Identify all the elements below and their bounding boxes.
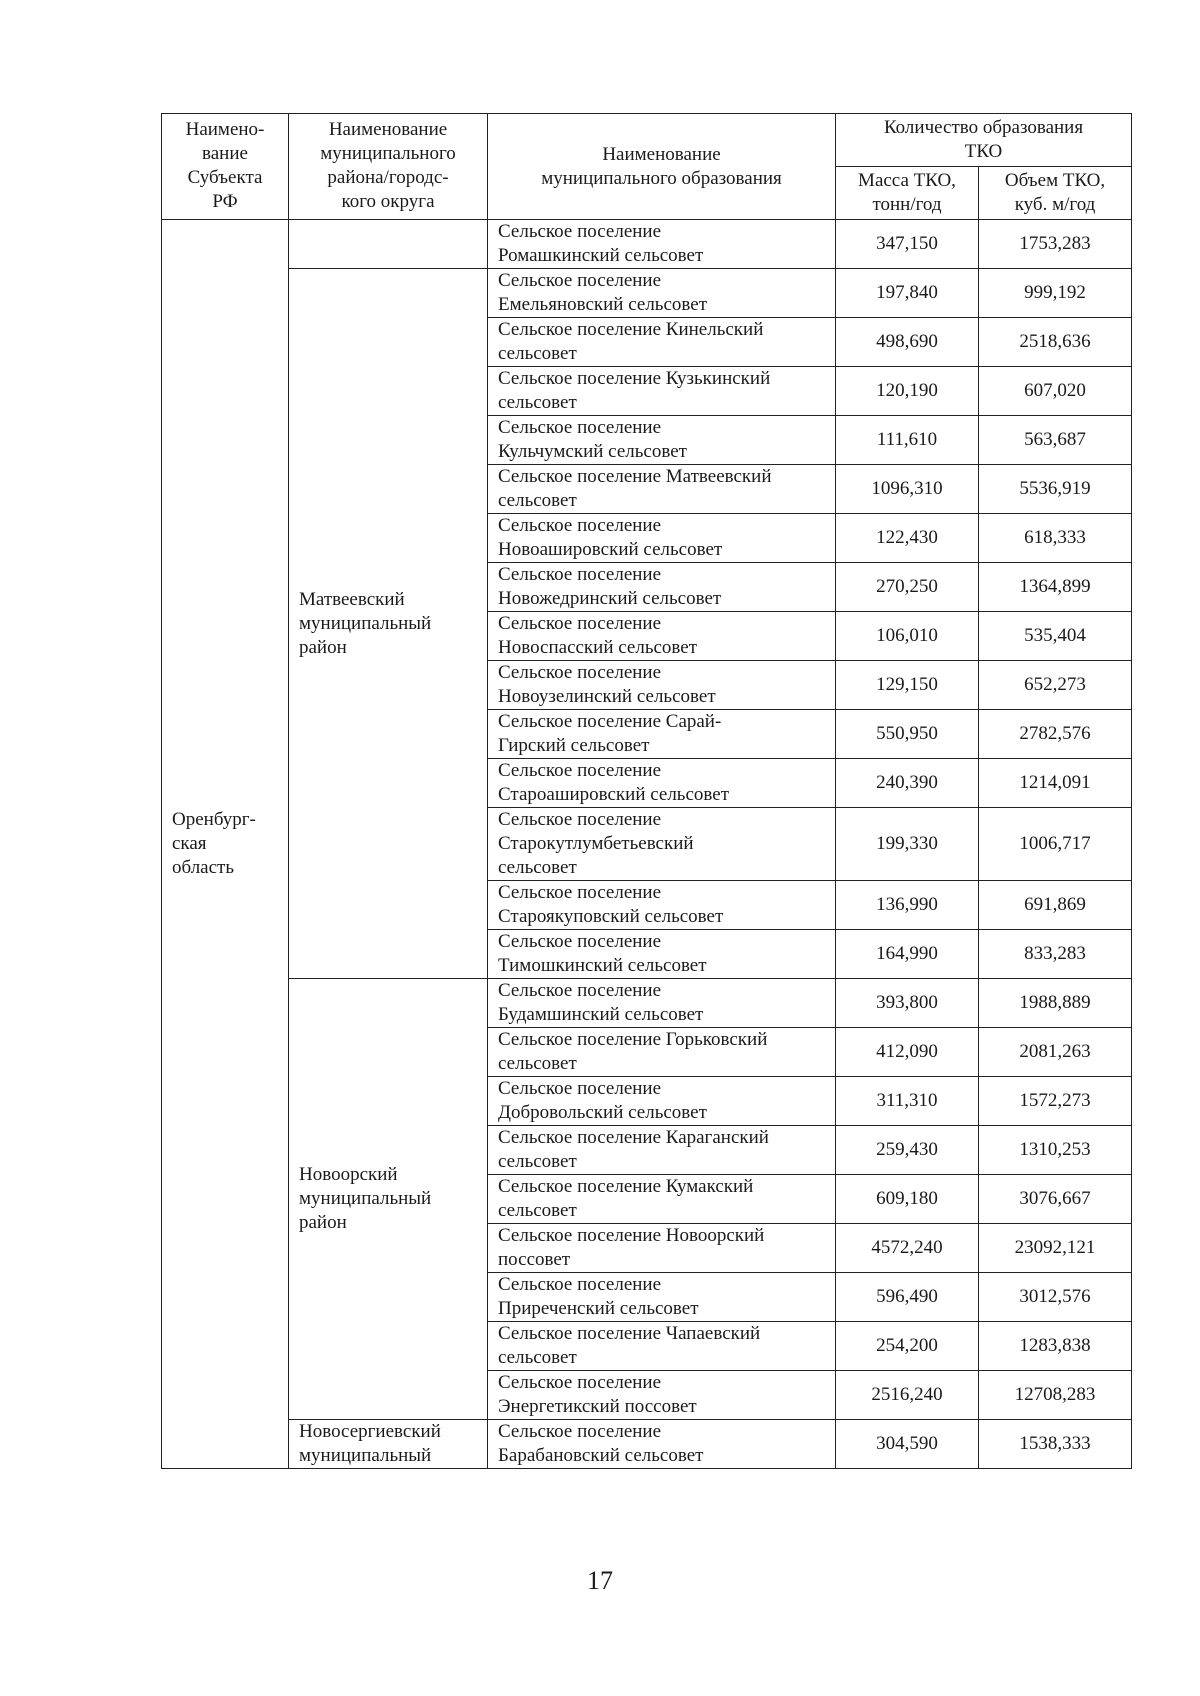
municipality-name: Сельское поселение Кумакский сельсовет [488,1175,836,1224]
header-district: Наименование муниципального района/городс- кого округа [289,114,488,220]
mass-value: 304,590 [836,1420,979,1469]
municipality-name: Сельское поселение Сарай- Гирский сельсовет [488,710,836,759]
volume-value: 618,333 [979,514,1132,563]
header-mass: Масса ТКО, тонн/год [836,167,979,220]
municipality-name: Сельское поселение Будамшинский сельсовет [488,979,836,1028]
district-name-cell [289,269,488,979]
mass-value: 106,010 [836,612,979,661]
mass-value: 2516,240 [836,1371,979,1420]
volume-value: 5536,919 [979,465,1132,514]
volume-value: 1283,838 [979,1322,1132,1371]
volume-value: 2518,636 [979,318,1132,367]
volume-value: 2081,263 [979,1028,1132,1077]
volume-value: 3076,667 [979,1175,1132,1224]
header-volume: Объем ТКО, куб. м/год [979,167,1132,220]
district-name-cell [289,1420,488,1469]
mass-value: 136,990 [836,881,979,930]
header-quantity: Количество образования ТКО [836,114,1132,167]
page-number: 17 [587,1566,613,1595]
volume-value: 23092,121 [979,1224,1132,1273]
municipality-name: Сельское поселение Кинельский сельсовет [488,318,836,367]
municipality-name: Сельское поселение Энергетикский поссовет [488,1371,836,1420]
table-row [162,979,1132,1028]
mass-value: 1096,310 [836,465,979,514]
volume-value: 1988,889 [979,979,1132,1028]
mass-value: 393,800 [836,979,979,1028]
municipality-name: Сельское поселение Приреченский сельсовет [488,1273,836,1322]
municipality-name: Сельское поселение Матвеевский сельсовет [488,465,836,514]
municipality-name: Сельское поселение Новоорский поссовет [488,1224,836,1273]
volume-value: 563,687 [979,416,1132,465]
volume-value: 1753,283 [979,220,1132,269]
volume-value: 1538,333 [979,1420,1132,1469]
table-row [162,220,1132,269]
mass-value: 4572,240 [836,1224,979,1273]
mass-value: 347,150 [836,220,979,269]
mass-value: 111,610 [836,416,979,465]
volume-value: 833,283 [979,930,1132,979]
mass-value: 412,090 [836,1028,979,1077]
municipality-name: Сельское поселение Тимошкинский сельсовет [488,930,836,979]
volume-value: 3012,576 [979,1273,1132,1322]
municipality-name: Сельское поселение Новоспасский сельсовет [488,612,836,661]
mass-value: 550,950 [836,710,979,759]
municipality-name: Сельское поселение Добровольский сельсовет [488,1077,836,1126]
mass-value: 498,690 [836,318,979,367]
volume-value: 1310,253 [979,1126,1132,1175]
mass-value: 270,250 [836,563,979,612]
municipality-name: Сельское поселение Горьковский сельсовет [488,1028,836,1077]
mass-value: 311,310 [836,1077,979,1126]
mass-value: 254,200 [836,1322,979,1371]
mass-value: 609,180 [836,1175,979,1224]
volume-value: 1214,091 [979,759,1132,808]
municipality-name: Сельское поселение Старокутлумбетьевский сельсовет [488,808,836,881]
mass-value: 164,990 [836,930,979,979]
municipality-name: Сельское поселение Кульчумский сельсовет [488,416,836,465]
mass-value: 122,430 [836,514,979,563]
mass-value: 199,330 [836,808,979,881]
volume-value: 691,869 [979,881,1132,930]
mass-value: 197,840 [836,269,979,318]
mass-value: 596,490 [836,1273,979,1322]
subject-name-cell [162,220,289,1469]
municipality-name: Сельское поселение Емельяновский сельсовет [488,269,836,318]
waste-table [161,113,1132,1469]
table-row [162,269,1132,318]
municipality-name: Сельское поселение Новоузелинский сельсовет [488,661,836,710]
volume-value: 12708,283 [979,1371,1132,1420]
district-name-cell [289,220,488,269]
volume-value: 535,404 [979,612,1132,661]
table-body [162,220,1132,1469]
volume-value: 999,192 [979,269,1132,318]
municipality-name: Сельское поселение Чапаевский сельсовет [488,1322,836,1371]
district-name: Новоорский муниципальный район [299,1164,432,1233]
municipality-name: Сельское поселение Кузькинский сельсовет [488,367,836,416]
municipality-name: Сельское поселение Караганский сельсовет [488,1126,836,1175]
mass-value: 259,430 [836,1126,979,1175]
municipality-name: Сельское поселение Новожедринский сельсовет [488,563,836,612]
subject-name: Оренбург- ская область [172,809,256,878]
volume-value: 607,020 [979,367,1132,416]
volume-value: 1572,273 [979,1077,1132,1126]
district-name: Новосергиевский муниципальный [299,1421,441,1466]
municipality-name: Сельское поселение Староашировский сельсовет [488,759,836,808]
municipality-name: Сельское поселение Барабановский сельсовет [488,1420,836,1469]
header-municipality: Наименование муниципального образования [488,114,836,220]
district-name: Матвеевский муниципальный район [299,588,432,658]
municipality-name: Сельское поселение Новоашировский сельсовет [488,514,836,563]
volume-value: 1006,717 [979,808,1132,881]
mass-value: 129,150 [836,661,979,710]
municipality-name: Сельское поселение Староякуповский сельсовет [488,881,836,930]
table-row [162,1420,1132,1469]
volume-value: 652,273 [979,661,1132,710]
header-subject: Наимено- вание Субъекта РФ [162,114,289,220]
mass-value: 240,390 [836,759,979,808]
volume-value: 2782,576 [979,710,1132,759]
volume-value: 1364,899 [979,563,1132,612]
municipality-name: Сельское поселение Ромашкинский сельсовет [488,220,836,269]
district-name-cell [289,979,488,1420]
mass-value: 120,190 [836,367,979,416]
